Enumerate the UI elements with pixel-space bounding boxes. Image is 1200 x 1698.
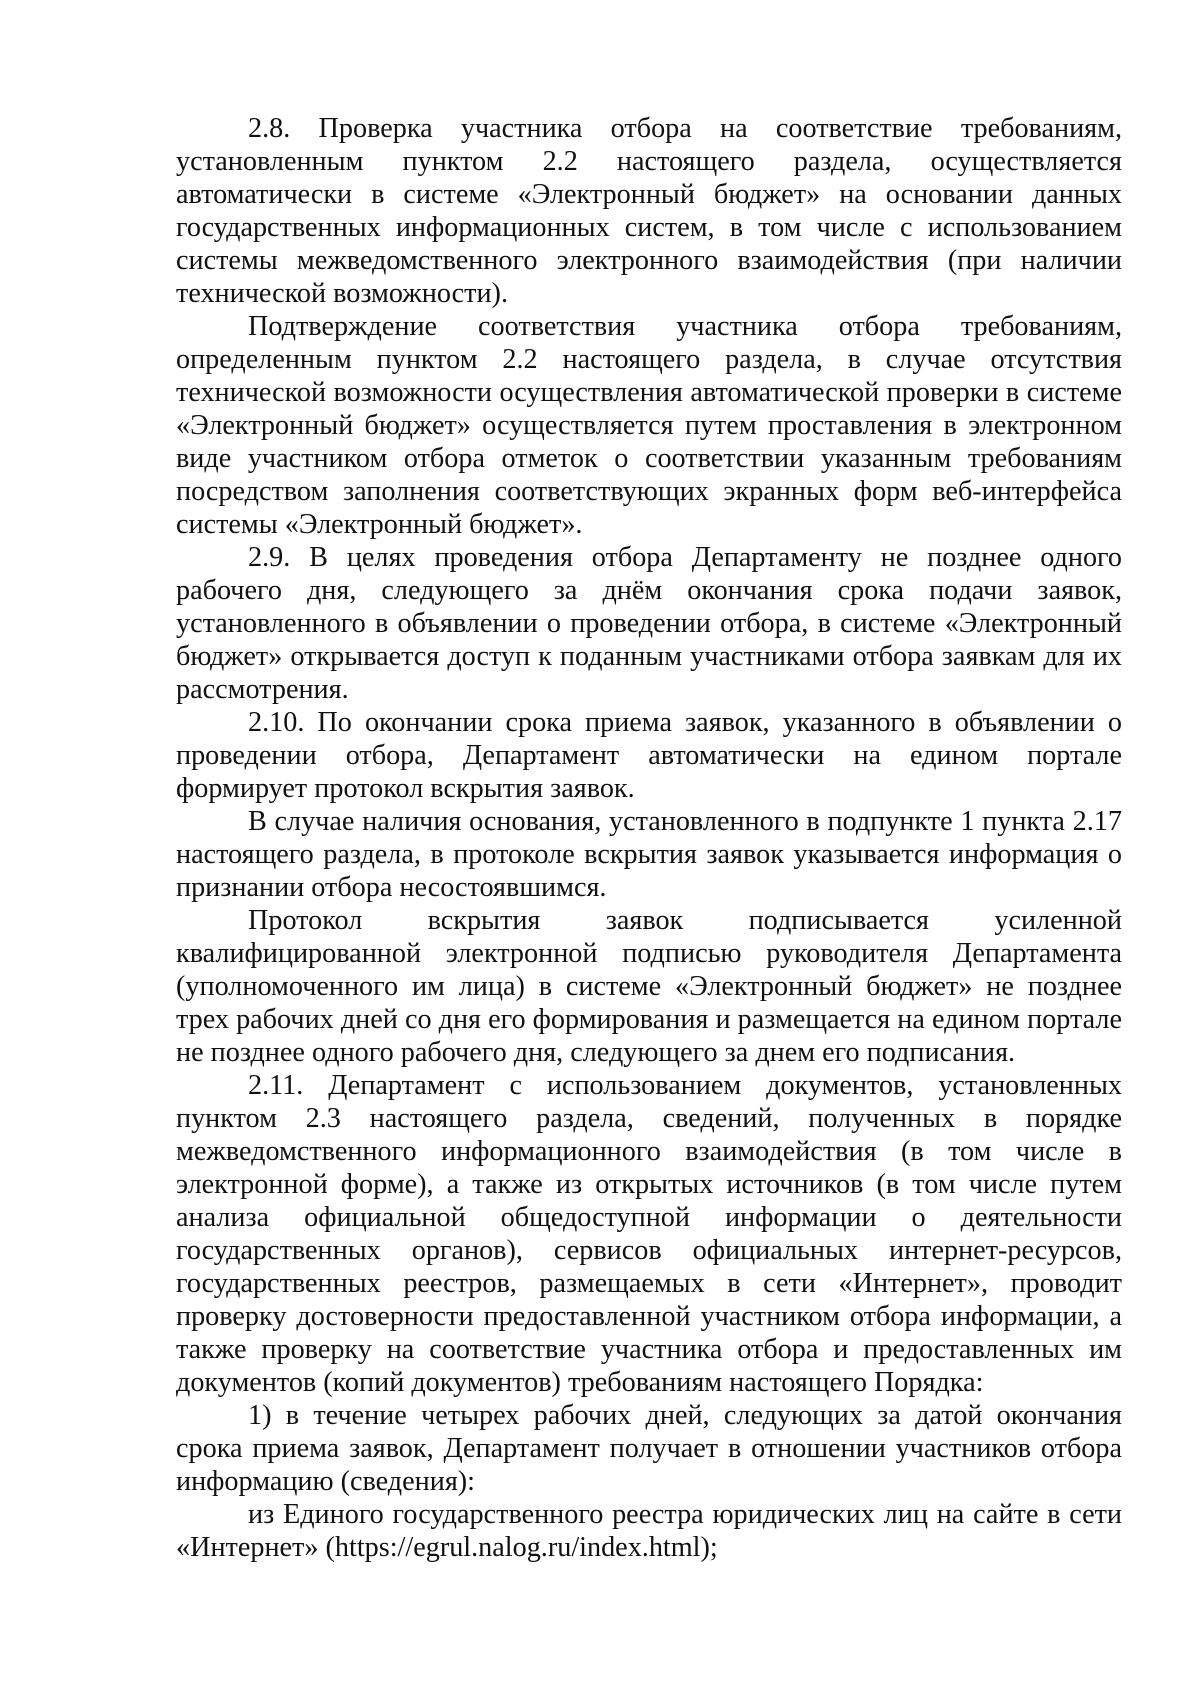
- paragraph-2-11: 2.11. Департамент с использованием документов, установленных пунктом 2.3 настоящего раздела, сведений, полученных в порядке межведомственного информационного взаимодействия (в том числе в электронной форме), а также из открытых источников (в том числе путем анализа официальной общедоступной информации о деятельности государственных органов), сервисов официальных интернет-ресурсов, государственных реестров, размещаемых в сети «Интернет», проводит проверку достоверности предоставленной участником отбора информации, а также проверку на соответствие участника отбора и предоставленных им документов (копий документов) требованиям настоящего Порядка:: [176, 1070, 1122, 1398]
- paragraph-2-9: 2.9. В целях проведения отбора Департаменту не позднее одного рабочего дня, следующего за днём окончания срока подачи заявок, установленного в объявлении о проведении отбора, в системе «Электронный бюджет» открывается доступ к поданным участниками отбора заявкам для их рассмотрения.: [176, 542, 1122, 705]
- paragraph-2-8: 2.8. Проверка участника отбора на соответствие требованиям, установленным пунктом 2.2 настоящего раздела, осуществляется автоматически в системе «Электронный бюджет» на основании данных государственных информационных систем, в том числе с использованием системы межведомственного электронного взаимодействия (при наличии технической возможности).: [176, 113, 1122, 309]
- paragraph-confirmation: Подтверждение соответствия участника отбора требованиям, определенным пунктом 2.2 настоящего раздела, в случае отсутствия технической возможности осуществления автоматической проверки в системе «Электронный бюджет» осуществляется путем проставления в электронном виде участником отбора отметок о соответствии указанным требованиям посредством заполнения соответствующих экранных форм веб-интерфейса системы «Электронный бюджет».: [176, 311, 1122, 540]
- paragraph-item-1: 1) в течение четырех рабочих дней, следующих за датой окончания срока приема заявок, Департамент получает в отношении участников отбора информацию (сведения):: [176, 1400, 1122, 1497]
- paragraph-egrul: из Единого государственного реестра юридических лиц на сайте в сети «Интернет» (https://egrul.nalog.ru/index.html);: [176, 1499, 1122, 1563]
- paragraph-grounds: В случае наличия основания, установленного в подпункте 1 пункта 2.17 настоящего раздела, в протоколе вскрытия заявок указывается информация о признании отбора несостоявшимся.: [176, 806, 1122, 903]
- document-page: [176, 112, 1122, 1564]
- paragraph-2-10: 2.10. По окончании срока приема заявок, указанного в объявлении о проведении отбора, Департамент автоматически на едином портале формирует протокол вскрытия заявок.: [176, 707, 1122, 804]
- paragraph-protocol: Протокол вскрытия заявок подписывается усиленной квалифицированной электронной подписью руководителя Департамента (уполномоченного им лица) в системе «Электронный бюджет» не позднее трех рабочих дней со дня его формирования и размещается на едином портале не позднее одного рабочего дня, следующего за днем его подписания.: [176, 905, 1122, 1068]
